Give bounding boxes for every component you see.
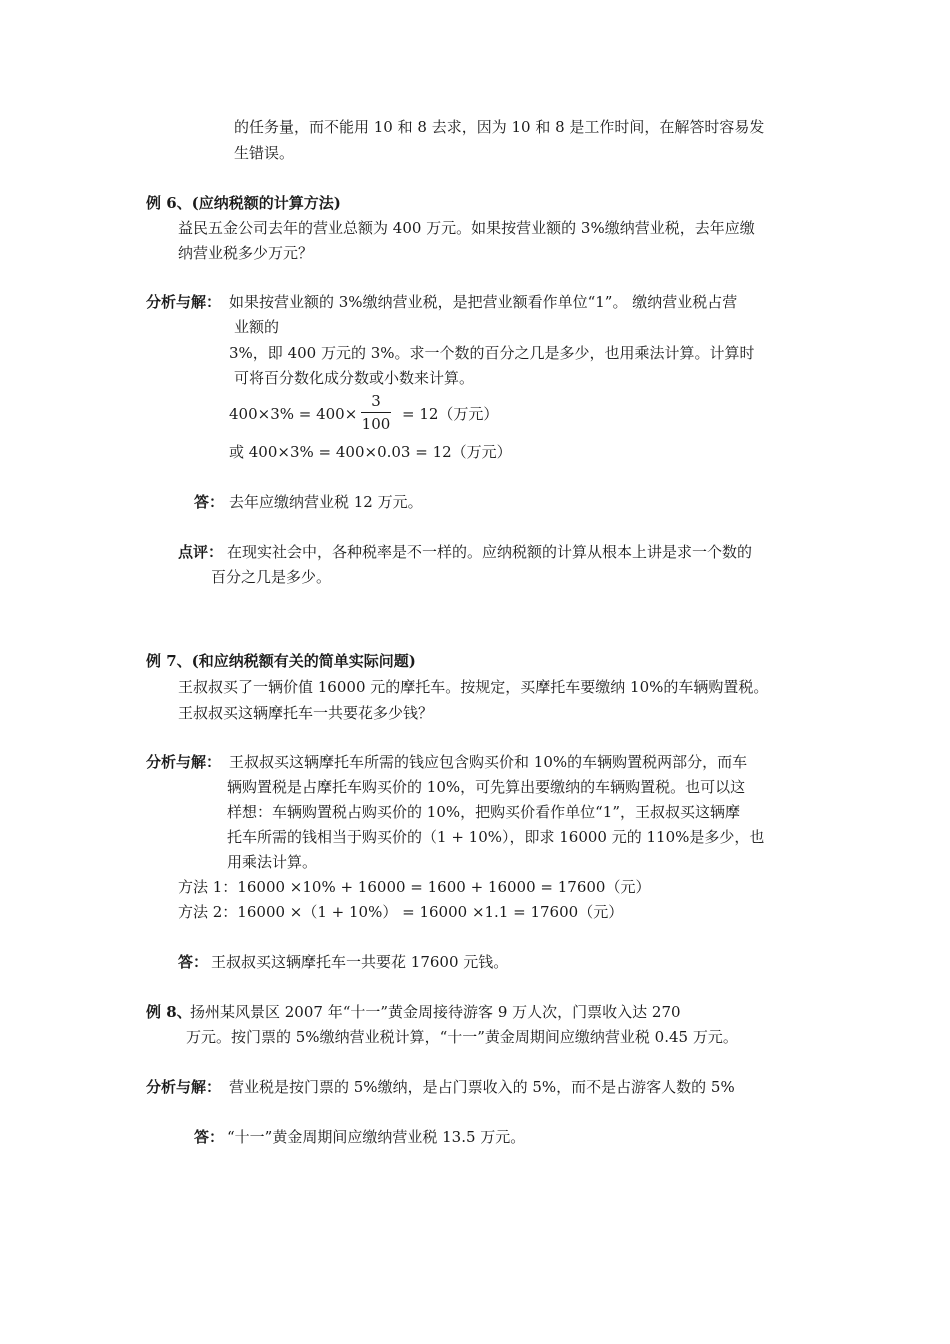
example-7-question-line-1: 王叔叔买了一辆价值 16000 元的摩托车。按规定，买摩托车要缴纳 10%的车辆购置税。 — [178, 678, 769, 696]
example-7-analysis-label: 分析与解： — [146, 753, 222, 771]
example-8-analysis-label: 分析与解： — [146, 1078, 222, 1096]
example-7-method-1: 方法 1：16000 ×10% + 16000 = 1600 + 16000 = 17600（元） — [178, 878, 651, 896]
example-7-question-line-2: 王叔叔买这辆摩托车一共要花多少钱？ — [178, 704, 434, 722]
example-6-fraction — [361, 392, 391, 433]
example-7-analysis-line-3: 样想：车辆购置税占购买价的 10%，把购买价看作单位“1”，王叔叔买这辆摩 — [227, 803, 740, 821]
example-6-analysis-line-2: 业额的 — [234, 318, 280, 336]
intro-line-2: 生错误。 — [234, 144, 295, 162]
example-7-analysis-line-5: 用乘法计算。 — [227, 853, 318, 871]
example-6-formula-1-left: 400×3% = 400× — [229, 405, 358, 423]
example-6-analysis-line-4: 可将百分数化成分数或小数来计算。 — [234, 369, 475, 387]
example-6-analysis-label: 分析与解： — [146, 293, 222, 311]
fraction-denominator: 100 — [361, 415, 391, 433]
fraction-numerator: 3 — [371, 392, 381, 410]
example-8-question-line-1: 扬州某风景区 2007 年“十一”黄金周接待游客 9 万人次，门票收入达 270 — [190, 1003, 681, 1021]
example-6-analysis-line-3: 3%，即 400 万元的 3%。求一个数的百分之几是多少，也用乘法计算。计算时 — [229, 344, 755, 362]
example-6-comment-label: 点评： — [178, 543, 224, 561]
intro-line-1: 的任务量，而不能用 10 和 8 去求，因为 10 和 8 是工作时间，在解答时容易发 — [234, 118, 765, 136]
example-6-comment-line-1: 在现实社会中，各种税率是不一样的。应纳税额的计算从根本上讲是求一个数的 — [227, 543, 753, 561]
example-6-comment-line-2: 百分之几是多少。 — [211, 568, 332, 586]
example-8-analysis-line-1: 营业税是按门票的 5%缴纳，是占门票收入的 5%，而不是占游客人数的 5% — [229, 1078, 735, 1096]
example-8-answer: “十一”黄金周期间应缴纳营业税 13.5 万元。 — [227, 1128, 526, 1146]
example-7-analysis-line-2: 辆购置税是占摩托车购买价的 10%，可先算出要缴纳的车辆购置税。也可以这 — [227, 778, 746, 796]
example-6-analysis-line-1: 如果按营业额的 3%缴纳营业税，是把营业额看作单位“1”。 缴纳营业税占营 — [229, 293, 738, 311]
fraction-bar — [361, 412, 391, 413]
example-6-question-line-1: 益民五金公司去年的营业总额为 400 万元。如果按营业额的 3%缴纳营业税，去年应缴 — [178, 219, 755, 237]
example-6-answer: 去年应缴纳营业税 12 万元。 — [229, 493, 423, 511]
example-7-analysis-line-4: 托车所需的钱相当于购买价的（1 + 10%），即求 16000 元的 110%是多少，也 — [227, 828, 765, 846]
example-7-answer-label: 答： — [178, 953, 209, 971]
example-6-question-line-2: 纳营业税多少万元？ — [178, 244, 314, 262]
example-6-answer-label: 答： — [194, 493, 225, 511]
example-7-answer: 王叔叔买这辆摩托车一共要花 17600 元钱。 — [211, 953, 509, 971]
example-8-title: 例 8、 — [146, 1003, 192, 1021]
example-6-title: 例 6、(应纳税额的计算方法) — [146, 194, 341, 212]
example-8-answer-label: 答： — [194, 1128, 225, 1146]
example-6-formula-2: 或 400×3% = 400×0.03 = 12（万元） — [229, 443, 512, 461]
example-7-title: 例 7、(和应纳税额有关的简单实际问题) — [146, 652, 416, 670]
example-6-formula-1-right: = 12（万元） — [402, 405, 499, 423]
example-7-analysis-line-1: 王叔叔买这辆摩托车所需的钱应包含购买价和 10%的车辆购置税两部分，而车 — [229, 753, 748, 771]
example-7-method-2: 方法 2：16000 ×（1 + 10%） = 16000 ×1.1 = 17600（元） — [178, 903, 624, 921]
example-8-question-line-2: 万元。按门票的 5%缴纳营业税计算，“十一”黄金周期间应缴纳营业税 0.45 万元。 — [186, 1028, 738, 1046]
